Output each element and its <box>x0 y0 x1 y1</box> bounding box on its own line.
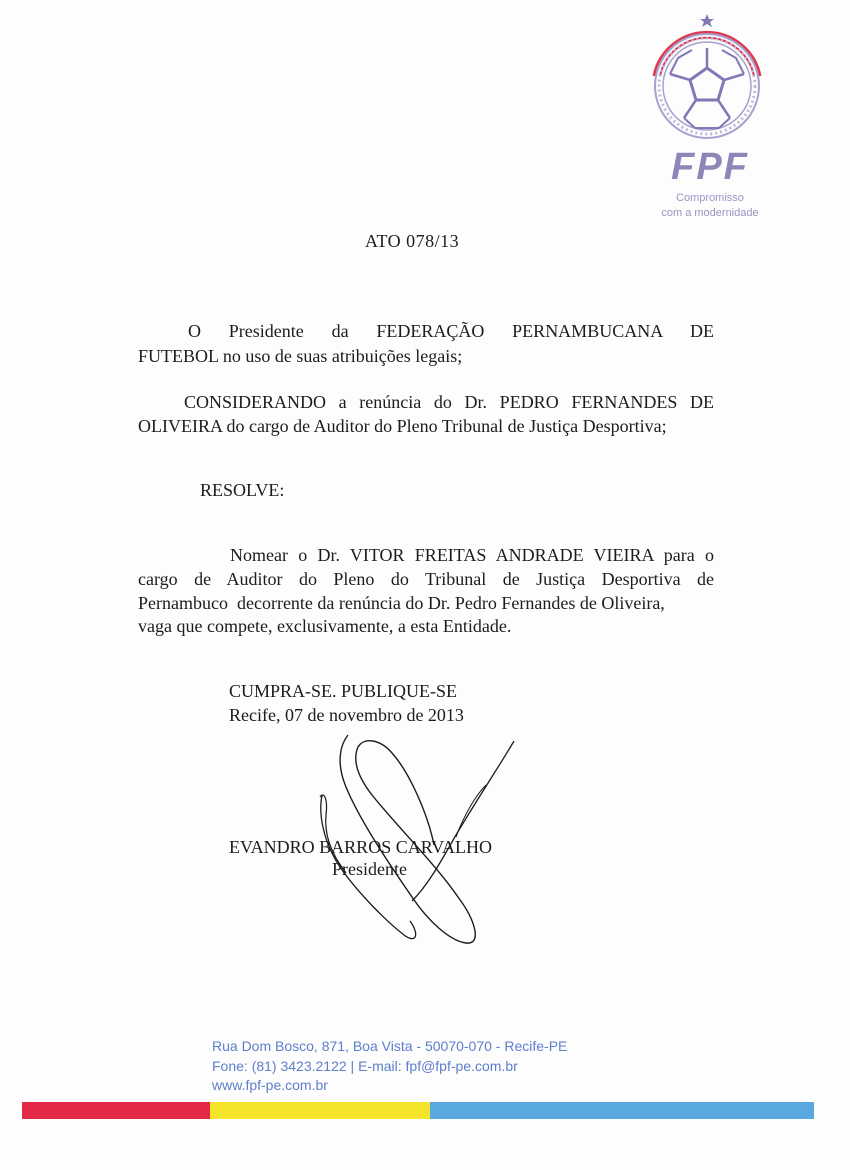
footer-address: Rua Dom Bosco, 871, Boa Vista - 50070-070 - Recife-PE <box>212 1038 568 1054</box>
signatory-name: EVANDRO BARROS CARVALHO <box>229 837 492 857</box>
logo-slogan-line2: com a modernidade <box>661 207 759 219</box>
paragraph3-line1: Nomear o Dr. VITOR FREITAS ANDRADE VIEIRA para o <box>230 545 714 565</box>
paragraph1-line2: FUTEBOL no uso de suas atribuições legais; <box>138 346 463 366</box>
paragraph3-line2: cargo de Auditor do Pleno do Tribunal de Justiça Desportiva de <box>138 569 714 589</box>
signatory-role: Presidente <box>332 859 407 879</box>
stripe-blue <box>430 1102 814 1119</box>
footer-contact[interactable]: Fone: (81) 3423.2122 | E-mail: fpf@fpf-pe.com.br <box>212 1058 518 1074</box>
closing-formula: CUMPRA-SE. PUBLIQUE-SE <box>229 681 458 701</box>
logo-acronym: FPF <box>671 146 749 188</box>
paragraph3-line3: Pernambuco decorrente da renúncia do Dr. Pedro Fernandes de Oliveira, <box>138 593 665 613</box>
paragraph1-line1: O Presidente da FEDERAÇÃO PERNAMBUCANA DE <box>188 321 714 341</box>
paragraph3-line4: vaga que compete, exclusivamente, a esta Entidade. <box>138 616 512 636</box>
paragraph2-line1: CONSIDERANDO a renúncia do Dr. PEDRO FERNANDES DE <box>184 392 714 412</box>
paragraph2-line2: OLIVEIRA do cargo de Auditor do Pleno Tribunal de Justiça Desportiva; <box>138 416 667 436</box>
handwritten-signature <box>300 725 530 955</box>
soccer-ball-emblem-icon <box>640 8 775 148</box>
stripe-yellow <box>210 1102 430 1119</box>
fpf-logo <box>640 8 775 218</box>
resolve-heading: RESOLVE: <box>200 480 285 500</box>
document-title: ATO 078/13 <box>365 231 460 251</box>
place-and-date: Recife, 07 de novembro de 2013 <box>229 705 464 725</box>
footer-color-stripe <box>22 1102 814 1119</box>
logo-slogan-line1: Compromisso <box>676 192 744 204</box>
stripe-red <box>22 1102 210 1119</box>
footer-website-link[interactable]: www.fpf-pe.com.br <box>212 1077 328 1093</box>
